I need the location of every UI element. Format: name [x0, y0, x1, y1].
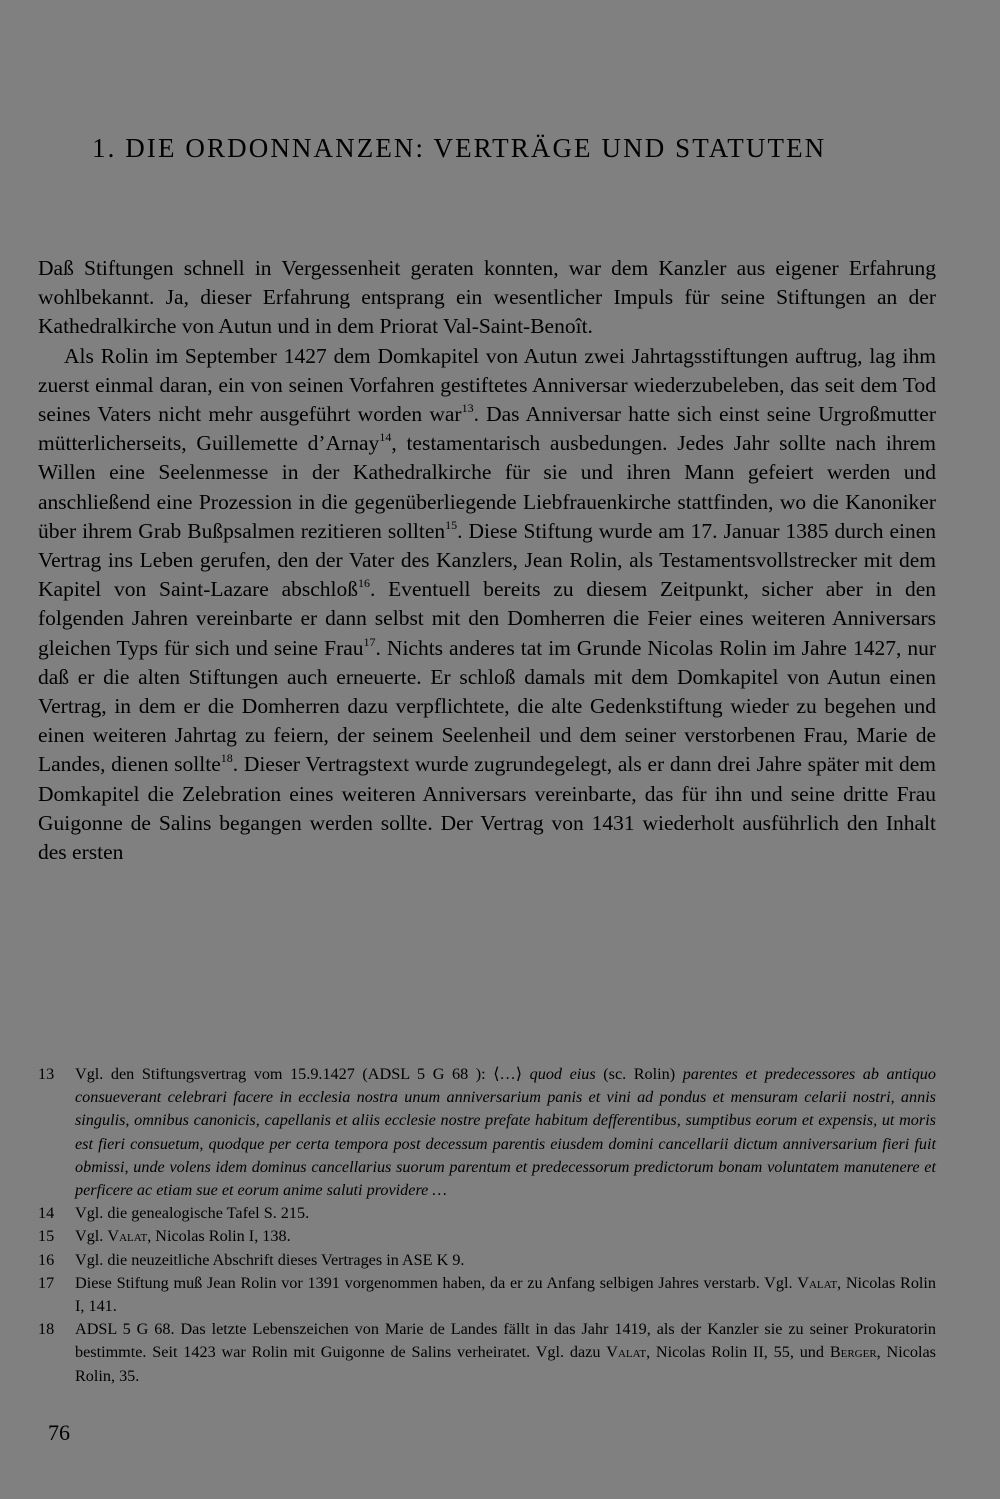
text-segment: (sc. Rolin) [595, 1065, 683, 1083]
text-segment: . Eventuell bereits zu diesem Zeitpunkt, sicher aber in den folgenden Jahren vereinbarte er dann selbst mit den Domherren die Feier eines weiteren Anniversars gleichen Typs für sich und seine Frau [38, 577, 936, 660]
text-segment: Als Rolin im September 1427 dem Domkapitel von Autun zwei Jahrtagsstiftungen auftrug, lag ihm zuerst einmal daran, ein von seinen Vorfahren gestiftetes Anniversar wiederzubeleben, das seit dem Tod seines Vaters nicht mehr ausgeführt worden war [38, 343, 936, 427]
author-name: Berger [829, 1343, 877, 1362]
page-number: 76 [48, 1420, 70, 1445]
latin-quote: quod eius [529, 1065, 596, 1083]
footnotes [38, 1063, 936, 1388]
footnote-15 [38, 1225, 936, 1248]
footnote-ref-15[interactable]: 15 [445, 517, 458, 532]
text-segment: . Nichts anderes tat im Grunde Nicolas Rolin im Jahre 1427, nur daß er die alten Stiftungen auch erneuerte. Er schloß damals mit dem Domkapitel von Autun einen Vertrag, in dem er die Domherren dazu verpflichtete, die alte Gedenkstiftung wieder zu begehen und einen weiteren Jahrtag zu feiern, der seinem Seelenheil und dem seiner verstorbenen Frau, Marie de Landes, dienen sollte [38, 635, 936, 777]
text-segment: , Nicolas Rolin I, 138. [147, 1227, 291, 1246]
text-segment: . Das Anniversar hatte sich einst seine Urgroßmutter mütterlicherseits, Guillemette d’Arnay [38, 402, 936, 456]
text-segment: , Nicolas Rolin II, 55, und [646, 1343, 830, 1362]
footnote-number: 17 [38, 1273, 55, 1292]
text-segment: , Nicolas Rolin, 35. [75, 1343, 936, 1385]
footnote-18 [38, 1318, 936, 1388]
footnote-ref-14[interactable]: 14 [379, 430, 392, 445]
footnote-text: Vgl. die neuzeitliche Abschrift dieses Vertrages in ASE K 9. [75, 1250, 465, 1269]
text-segment: , Nicolas Rolin I, 141. [75, 1273, 936, 1316]
footnote-text [75, 1225, 936, 1248]
text-segment: . Dieser Vertragstext wurde zugrundegelegt, als er dann drei Jahre später mit dem Domkapitel die Zelebration eines weiteren Anniversars vereinbarte, das für ihn und seine dritte Frau Guigonne de Salins begangen werden sollte. Der Vertrag von 1431 wiederholt ausführlich den Inhalt des ersten [38, 752, 936, 865]
footnote-text [75, 1063, 936, 1202]
chapter-heading: 1. DIE ORDONNANZEN: VERTRÄGE UND STATUTEN [92, 133, 827, 163]
footnote-number: 18 [38, 1320, 55, 1339]
author-name: Valat [107, 1227, 148, 1246]
paragraph-1: Daß Stiftungen schnell in Vergessenheit geraten konnten, war dem Kanzler aus eigener Erfahrung wohlbekannt. Ja, dieser Erfahrung entsprang ein wesentlicher Impuls für seine Stiftungen an der Kathedralkirche von Autun und in dem Priorat Val-Saint-Benoît. [38, 256, 936, 339]
text-segment: , testamentarisch ausbedungen. Jedes Jahr sollte nach ihrem Willen eine Seelenmesse in der Kathedralkirche für sie und ihren Mann gefeiert werden und anschließend eine Prozession in die gegenüberliegende Liebfrauenkirche stattfinden, wo die Kanoniker über ihrem Grab Bußpsalmen rezitieren sollten [38, 431, 936, 543]
footnote-text [75, 1318, 936, 1388]
footnote-ref-16[interactable]: 16 [358, 576, 370, 591]
text-segment: ADSL 5 G 68. Das letzte Lebenszeichen von Marie de Landes fällt in das Jahr 1419, als der Kanzler sie zu seiner Prokuratorin bestimmte. Seit 1423 war Rolin mit Guigonne de Salins verheiratet. Vgl. dazu [75, 1320, 936, 1362]
footnote-number: 16 [38, 1250, 55, 1269]
text-segment: Diese Stiftung muß Jean Rolin vor 1391 vorgenommen haben, da er zu Anfang selbigen Jahres verstarb. Vgl. [75, 1273, 798, 1292]
text-segment: Vgl. [75, 1227, 108, 1246]
text-segment: Vgl. den Stiftungsvertrag vom 15.9.1427 (ADSL 5 G 68 ): ⟨…⟩ [75, 1065, 530, 1083]
footnote-number: 13 [38, 1065, 55, 1083]
author-name: Valat [797, 1273, 838, 1292]
footnote-ref-13[interactable]: 13 [461, 401, 474, 416]
body-text [38, 254, 936, 867]
footnote-16 [38, 1249, 936, 1272]
footnote-text [75, 1272, 936, 1318]
footnote-ref-17[interactable]: 17 [363, 634, 376, 649]
footnote-14 [38, 1202, 936, 1225]
footnote-17 [38, 1272, 936, 1318]
latin-quote: parentes et predecessores ab antiquo consueverant celebrari facere in ecclesia nostra unum anniversarium panis et vini ad pondus et mensuram celarii nostri, annis singulis, omnibus canonicis, capellanis et aliis ecclesie nostre prefate habitum defferentibus, sumptibus eorum et expensis, ut moris est fieri consuetum, quodque per certa tempora post decessum parentis eiusdem domini cancellarii dictum anniversarium fieri fuit obmissi, unde volens idem dominus cancellarius suorum parentum et predecessorum predictorum bonam voluntatem manutenere et perficere ac etiam sue et eorum anime saluti providere … [75, 1065, 936, 1200]
author-name: Valat [606, 1343, 647, 1362]
paragraph-2 [38, 342, 936, 868]
text-segment: . Diese Stiftung wurde am 17. Januar 1385 durch einen Vertrag ins Leben gerufen, den der Vater des Kanzlers, Jean Rolin, als Testamentsvollstrecker mit dem Kapitel von Saint-Lazare abschloß [38, 518, 937, 602]
footnote-text: Vgl. die genealogische Tafel S. 215. [75, 1204, 310, 1223]
footnote-number: 15 [38, 1227, 55, 1246]
footnote-ref-18[interactable]: 18 [220, 751, 233, 766]
footnote-number: 14 [38, 1204, 55, 1223]
footnote-13 [38, 1063, 936, 1202]
